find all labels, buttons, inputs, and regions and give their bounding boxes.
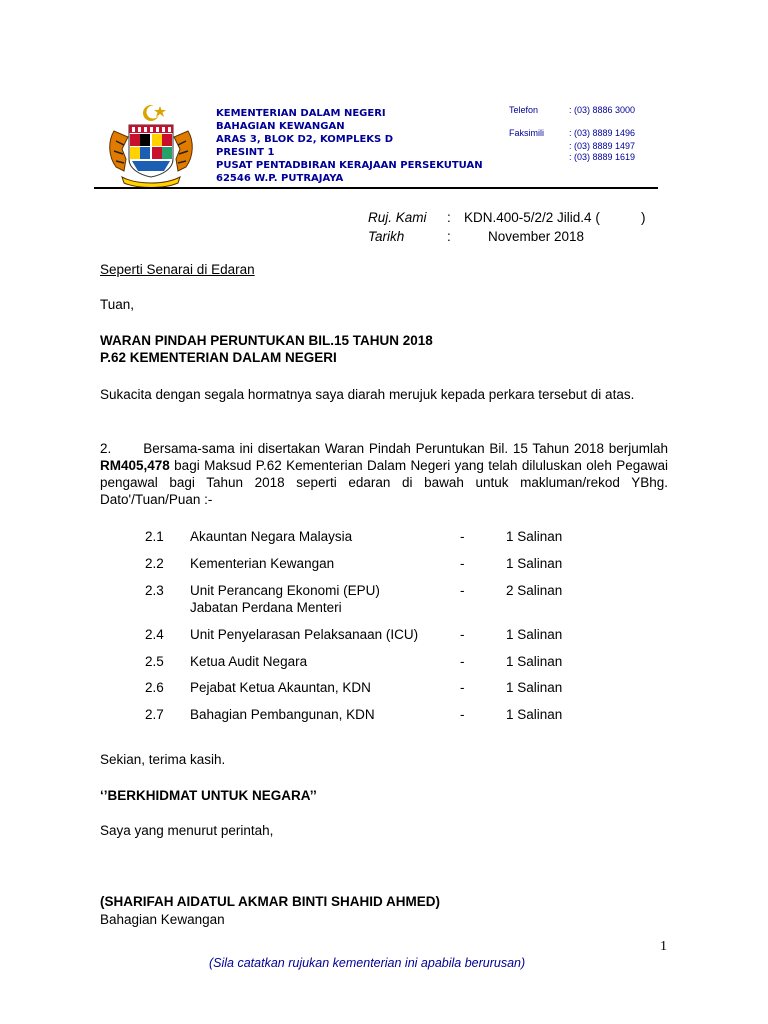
list-item-copies: 1 Salinan xyxy=(506,627,563,642)
list-item-number: 2.4 xyxy=(145,627,164,642)
letterhead-divider xyxy=(94,187,658,189)
letterhead-address xyxy=(216,107,483,185)
list-item-name: Unit Penyelarasan Pelaksanaan (ICU) xyxy=(190,627,419,642)
signatory-department: Bahagian Kewangan xyxy=(100,912,225,927)
tarikh-label: Tarikh xyxy=(368,229,405,244)
list-item-number: 2.5 xyxy=(145,654,164,669)
list-item-dash: - xyxy=(460,627,465,642)
list-item-name-cont: Jabatan Perdana Menteri xyxy=(190,600,342,615)
list-item-copies: 1 Salinan xyxy=(506,707,563,722)
paragraph-2-text: Bersama-sama ini disertakan Waran Pindah Peruntukan Bil. 15 Tahun 2018 berjumlah xyxy=(143,441,668,456)
subject-line: P.62 KEMENTERIAN DALAM NEGERI xyxy=(100,350,337,365)
faksimili-label: Faksimili xyxy=(509,128,544,138)
signatory-name: (SHARIFAH AIDATUL AKMAR BINTI SHAHID AHMED) xyxy=(100,894,440,909)
address-line: KEMENTERIAN DALAM NEGERI xyxy=(216,108,386,119)
address-line: ARAS 3, BLOK D2, KOMPLEKS D xyxy=(216,134,394,145)
ruj-separator: : xyxy=(447,210,451,225)
tarikh-separator: : xyxy=(447,229,451,244)
recipient: Seperti Senarai di Edaran xyxy=(100,262,255,277)
faksimili-value: : (03) 8889 1496 xyxy=(569,128,636,138)
ruj-label: Ruj. Kami xyxy=(368,210,427,225)
list-item-dash: - xyxy=(460,654,465,669)
list-item-number: 2.7 xyxy=(145,707,164,722)
address-line: BAHAGIAN KEWANGAN xyxy=(216,121,345,132)
list-item-dash: - xyxy=(460,583,465,598)
ruj-value: KDN.400-5/2/2 Jilid.4 ( xyxy=(464,210,600,225)
faksimili-value: : (03) 8889 1619 xyxy=(569,152,636,162)
list-item-number: 2.6 xyxy=(145,680,164,695)
malaysia-coat-of-arms-icon xyxy=(102,101,200,189)
paragraph-2-number: 2. xyxy=(100,441,112,456)
paragraph-2-text-cont: bagi Maksud P.62 Kementerian Dalam Negeri yang telah diluluskan oleh Pegawai pengawal bagi Tahun 2018 seperti edaran di bawah untuk makluman/rekod YBhg. Dato'/Tuan/Puan :- xyxy=(100,458,668,507)
address-line: 62546 W.P. PUTRAJAYA xyxy=(216,173,344,184)
address-line: PRESINT 1 xyxy=(216,147,275,158)
telefon-label: Telefon xyxy=(509,105,539,115)
tarikh-value: November 2018 xyxy=(488,229,585,244)
list-item-name: Ketua Audit Negara xyxy=(190,654,308,669)
list-item-name: Bahagian Pembangunan, KDN xyxy=(190,707,375,722)
list-item-copies: 2 Salinan xyxy=(506,583,563,598)
amount: RM405,478 xyxy=(100,458,170,473)
faksimili-value: : (03) 8889 1497 xyxy=(569,141,636,151)
list-item-copies: 1 Salinan xyxy=(506,556,563,571)
sign-off: Saya yang menurut perintah, xyxy=(100,823,274,838)
paragraph-1: Sukacita dengan segala hormatnya saya diarah merujuk kepada perkara tersebut di atas. xyxy=(100,387,635,402)
list-item-number: 2.3 xyxy=(145,583,164,598)
list-item-name: Unit Perancang Ekonomi (EPU) xyxy=(190,583,380,598)
salutation: Tuan, xyxy=(100,297,135,312)
list-item-copies: 1 Salinan xyxy=(506,529,563,544)
list-item-copies: 1 Salinan xyxy=(506,654,563,669)
page-number: 1 xyxy=(660,939,667,954)
list-item-dash: - xyxy=(460,680,465,695)
motto: ‘’BERKHIDMAT UNTUK NEGARA’’ xyxy=(100,788,317,803)
list-item-number: 2.2 xyxy=(145,556,164,571)
ruj-close: ) xyxy=(641,210,646,225)
subject-line: WARAN PINDAH PERUNTUKAN BIL.15 TAHUN 2018 xyxy=(100,333,433,348)
list-item-number: 2.1 xyxy=(145,529,164,544)
paragraph-2 xyxy=(100,440,668,508)
address-line: PUSAT PENTADBIRAN KERAJAAN PERSEKUTUAN xyxy=(216,160,483,171)
list-item-name: Kementerian Kewangan xyxy=(190,556,335,571)
list-item-name: Pejabat Ketua Akauntan, KDN xyxy=(190,680,371,695)
list-item-dash: - xyxy=(460,707,465,722)
list-item-name: Akauntan Negara Malaysia xyxy=(190,529,353,544)
list-item-dash: - xyxy=(460,529,465,544)
list-item-copies: 1 Salinan xyxy=(506,680,563,695)
telefon-value: : (03) 8886 3000 xyxy=(569,105,636,115)
footer-note: (Sila catatkan rujukan kementerian ini apabila berurusan) xyxy=(209,956,526,970)
list-item-dash: - xyxy=(460,556,465,571)
closing: Sekian, terima kasih. xyxy=(100,752,226,767)
